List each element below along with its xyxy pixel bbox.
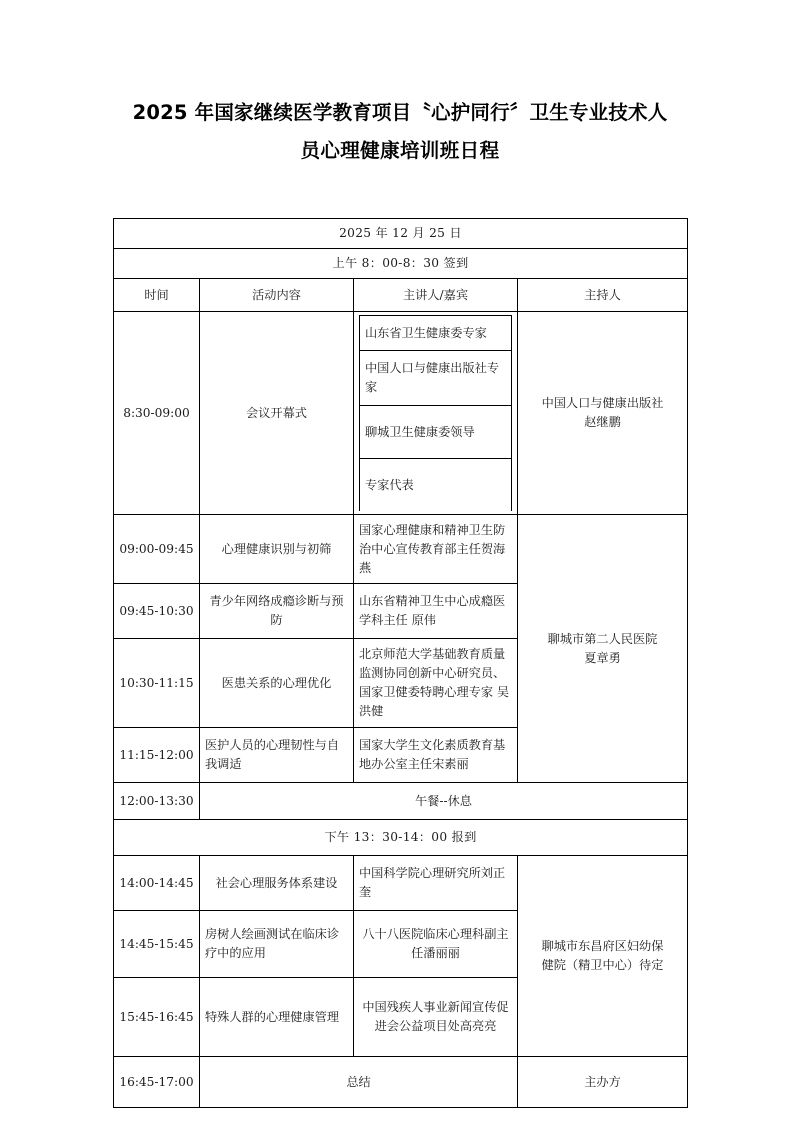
afternoon-checkin-cell: 下午 13：30-14：00 报到 [114, 820, 688, 856]
session-row [114, 856, 688, 911]
session-activity: 心理健康识别与初筛 [200, 515, 354, 584]
date-banner-row [114, 219, 688, 249]
session-speaker: 中国残疾人事业新闻宣传促进会公益项目处高亮亮 [354, 978, 518, 1057]
morning-checkin-cell: 上午 8：00-8：30 签到 [114, 249, 688, 279]
opening-speaker-3: 聊城卫生健康委领导 [360, 406, 512, 459]
opening-host [518, 312, 688, 515]
session-speaker: 北京师范大学基础教育质量监测协同创新中心研究员、国家卫健委特聘心理专家 吴洪健 [354, 639, 518, 728]
session-time: 09:45-10:30 [114, 584, 200, 639]
session-speaker: 山东省精神卫生中心成瘾医学科主任 原伟 [354, 584, 518, 639]
session-speaker: 八十八医院临床心理科副主任潘丽丽 [354, 911, 518, 978]
page-title-line-1: 2025 年国家继续医学教育项目〝心护同行〞卫生专业技术人 [132, 101, 668, 124]
date-banner-cell: 2025 年 12 月 25 日 [114, 219, 688, 249]
summary-time: 16:45-17:00 [114, 1057, 200, 1108]
opening-speaker-group [354, 312, 518, 515]
session-row [114, 515, 688, 584]
summary-host: 主办方 [518, 1057, 688, 1108]
session-time: 09:00-09:45 [114, 515, 200, 584]
session-time: 15:45-16:45 [114, 978, 200, 1057]
column-header-host: 主持人 [518, 279, 688, 312]
session-time: 14:45-15:45 [114, 911, 200, 978]
afternoon-host-line-2: 健院（精卫中心）待定 [541, 958, 664, 972]
opening-speaker-4: 专家代表 [360, 459, 512, 512]
opening-speaker-row [360, 316, 512, 351]
summary-row [114, 1057, 688, 1108]
afternoon-checkin-row [114, 820, 688, 856]
opening-host-line-1: 中国人口与健康出版社 [541, 396, 664, 410]
opening-activity: 会议开幕式 [200, 312, 354, 515]
session-speaker: 国家心理健康和精神卫生防治中心宣传教育部主任贺海燕 [354, 515, 518, 584]
morning-host-line-1: 聊城市第二人民医院 [547, 631, 658, 646]
afternoon-host [518, 856, 688, 1057]
session-activity: 社会心理服务体系建设 [200, 856, 354, 911]
session-time: 14:00-14:45 [114, 856, 200, 911]
session-speaker: 中国科学院心理研究所刘正奎 [354, 856, 518, 911]
session-speaker: 国家大学生文化素质教育基地办公室主任宋素丽 [354, 728, 518, 783]
opening-host-line-2: 赵继鹏 [584, 415, 621, 429]
morning-host-line-2: 夏章勇 [584, 650, 621, 665]
summary-activity: 总结 [200, 1057, 518, 1108]
opening-speaker-1: 山东省卫生健康委专家 [360, 316, 512, 351]
session-activity: 特殊人群的心理健康管理 [200, 978, 354, 1057]
session-activity: 房树人绘画测试在临床诊疗中的应用 [200, 911, 354, 978]
lunch-time: 12:00-13:30 [114, 783, 200, 820]
session-activity: 医护人员的心理韧性与自我调适 [200, 728, 354, 783]
opening-speaker-subtable [359, 315, 512, 511]
opening-ceremony-row [114, 312, 688, 515]
page-title [113, 94, 687, 170]
session-activity: 医患关系的心理优化 [200, 639, 354, 728]
opening-time: 8:30-09:00 [114, 312, 200, 515]
session-time: 10:30-11:15 [114, 639, 200, 728]
opening-speaker-row [360, 406, 512, 459]
afternoon-host-line-1: 聊城市东昌府区妇幼保 [541, 939, 664, 953]
column-header-row [114, 279, 688, 312]
session-activity: 青少年网络成瘾诊断与预防 [200, 584, 354, 639]
column-header-time: 时间 [114, 279, 200, 312]
agenda-table [113, 218, 688, 1108]
column-header-speaker: 主讲人/嘉宾 [354, 279, 518, 312]
lunch-row [114, 783, 688, 820]
page-title-line-2: 员心理健康培训班日程 [300, 139, 500, 162]
lunch-label: 午餐--休息 [200, 783, 688, 820]
morning-checkin-row [114, 249, 688, 279]
morning-host [518, 515, 688, 783]
opening-speaker-2: 中国人口与健康出版社专家 [360, 351, 512, 406]
opening-speaker-row [360, 459, 512, 512]
column-header-activity: 活动内容 [200, 279, 354, 312]
session-time: 11:15-12:00 [114, 728, 200, 783]
opening-speaker-row [360, 351, 512, 406]
